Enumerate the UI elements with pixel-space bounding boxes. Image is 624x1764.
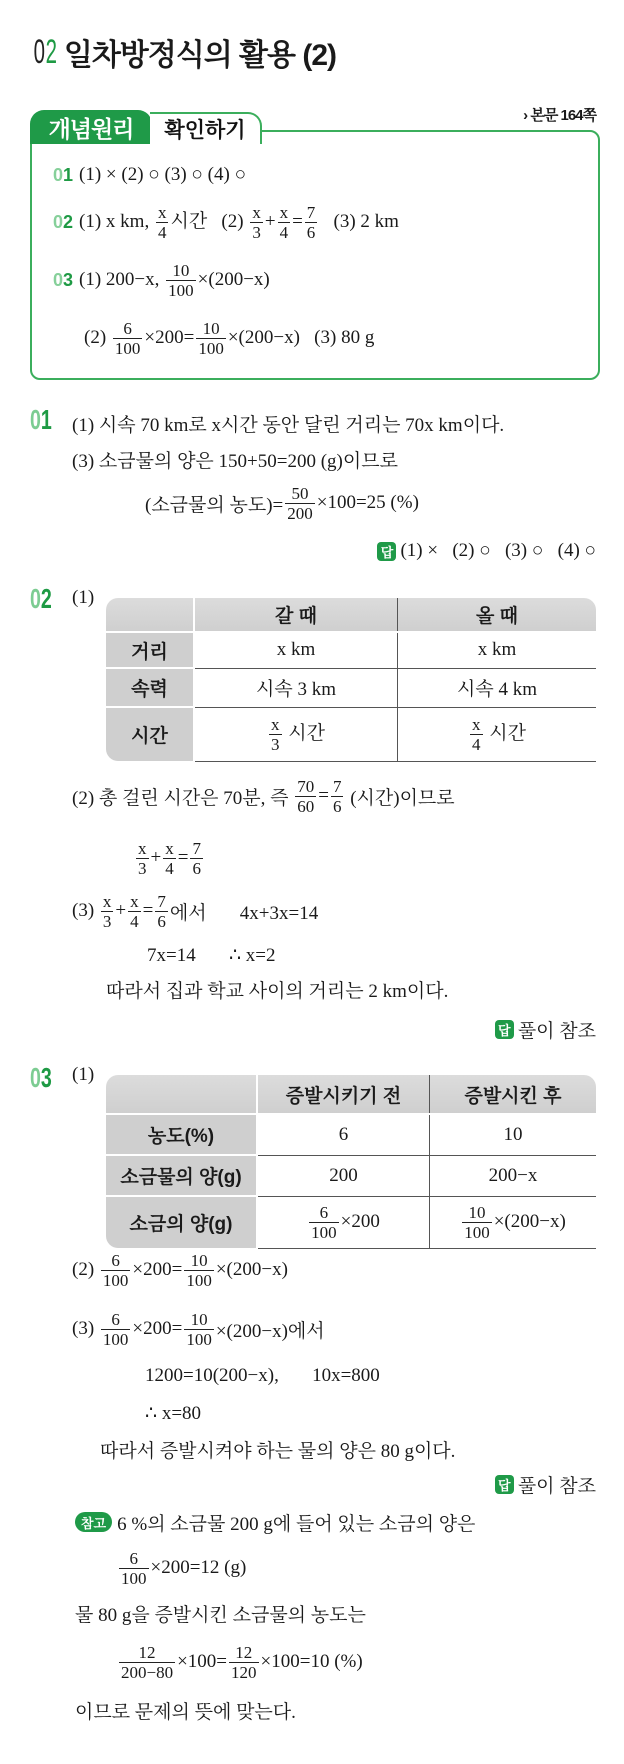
item-number: [53, 270, 73, 291]
numerator: x: [279, 202, 289, 222]
denominator: 60: [297, 796, 315, 816]
fraction: [101, 1251, 131, 1290]
table-cell: [257, 1196, 430, 1248]
numerator: 7: [306, 202, 316, 222]
answer-text: [518, 1471, 596, 1498]
denominator: 100: [311, 1222, 337, 1242]
corner-cell: [106, 598, 194, 632]
numerator: x: [271, 714, 280, 734]
table-cell: [398, 668, 597, 707]
table-cell: [398, 632, 597, 668]
math-text: =: [318, 785, 329, 806]
row-header: 소금물의 양(g): [106, 1155, 257, 1196]
math-text: 6: [338, 1123, 349, 1145]
solution-line: [72, 888, 318, 934]
problem-number-03: [30, 1062, 52, 1094]
numerator: x: [130, 891, 139, 911]
numerator: x: [165, 838, 174, 858]
concept-tab-label: 개념원리: [30, 110, 152, 144]
denominator: 6: [157, 911, 166, 931]
item-number-b: 1: [63, 164, 74, 185]
fraction: [190, 839, 203, 878]
math-text: (3) 소금물의 양은 150+50=200 (g)이므로: [72, 450, 398, 472]
concept-answer-03-2: [84, 315, 374, 361]
math-text: ×200=: [132, 1318, 183, 1339]
numerator: 10: [202, 318, 220, 338]
math-text: (2): [84, 326, 111, 348]
table-cell: [194, 707, 398, 761]
fraction: [462, 1203, 492, 1242]
fraction: [119, 1643, 175, 1682]
denominator: 4: [130, 911, 139, 931]
answer-badge: 답: [377, 542, 396, 561]
table-cell: [430, 1155, 597, 1196]
denominator: 120: [231, 1662, 257, 1682]
numerator: 6: [319, 1202, 329, 1222]
math-text: ×200=: [144, 326, 195, 348]
denominator: 100: [186, 1270, 212, 1290]
column-header: 증발시킨 후: [430, 1075, 597, 1114]
math-text: 시간 (2): [170, 210, 249, 232]
note-line: [75, 1499, 475, 1545]
note-line: [117, 1639, 363, 1685]
denominator: 4: [279, 222, 289, 242]
item-number-b: 2: [63, 211, 74, 232]
page-title: [30, 30, 336, 74]
solution-line: [72, 1306, 325, 1352]
problem-number-a: 0: [30, 1062, 41, 1093]
answer-line: [377, 528, 596, 574]
numerator: 6: [111, 1250, 120, 1270]
fraction: [155, 892, 168, 931]
math-text: (1) 시속 70 km로 x시간 동안 달린 거리는 70x km이다.: [72, 414, 505, 436]
answer-line: [495, 1006, 596, 1052]
denominator: 100: [464, 1222, 490, 1242]
fraction: [101, 892, 114, 931]
math-text: ×(200−x)에서: [215, 1320, 325, 1342]
fraction: [470, 715, 483, 754]
math-text: 200: [329, 1164, 358, 1186]
math-text: ×200=12 (g): [150, 1557, 247, 1578]
math-text: (3): [72, 1318, 99, 1339]
row-header: 농도(%): [106, 1114, 257, 1155]
denominator: 4: [472, 734, 481, 754]
math-text: 7x=14 ∴ x=2: [147, 944, 276, 966]
fraction: [229, 1643, 259, 1682]
denominator: 4: [165, 858, 174, 878]
note-line: [75, 1590, 366, 1636]
math-text: ×(200−x) (3) 80 g: [227, 326, 375, 348]
row-header: 소금의 양(g): [106, 1196, 257, 1248]
math-text: 풀이 참조: [517, 1475, 596, 1497]
math-text: 에서 4x+3x=14: [169, 902, 319, 924]
table-cell: [194, 668, 398, 707]
math-text: ×100=: [177, 1651, 228, 1672]
numerator: 70: [297, 776, 315, 796]
math-text: (3) 2 km: [319, 210, 399, 232]
fraction: [285, 484, 315, 523]
math-text: ×(200−x): [493, 1210, 566, 1232]
denominator: 100: [102, 1270, 129, 1290]
math-text: 따라서 증발시켜야 하는 물의 양은 80 g이다.: [100, 1440, 456, 1462]
section-number: 0: [33, 32, 45, 71]
math-text: (소금물의 농도)=: [145, 494, 284, 516]
numerator: 10: [190, 1309, 208, 1329]
math-text: (2): [72, 1259, 99, 1280]
check-tab-label: 확인하기: [150, 112, 262, 144]
item-number-a: 0: [53, 269, 64, 290]
numerator: 12: [138, 1642, 156, 1662]
denominator: 4: [157, 222, 167, 242]
problem-number-a: 0: [30, 404, 41, 435]
fraction: [163, 839, 176, 878]
math-text: =: [177, 847, 189, 868]
numerator: x: [102, 891, 112, 911]
row-header: 속력: [106, 668, 194, 707]
answer-text: [79, 203, 399, 242]
math-text: (1) × (2) ○ (3) ○ (4) ○: [79, 164, 247, 185]
page-reference: › 본문 164쪽: [523, 107, 596, 124]
solution-line: [72, 436, 398, 482]
solution-line: [134, 835, 205, 881]
note-text: [117, 1509, 475, 1536]
table-cell: [194, 632, 398, 668]
math-text: (시간)이므로: [345, 787, 455, 809]
note-line: [117, 1545, 246, 1591]
note-line: [75, 1687, 296, 1733]
fraction: [278, 203, 291, 242]
title-text: 일차방정식의 활용 (2): [63, 39, 337, 72]
math-text: (1) x km,: [79, 210, 154, 232]
solution-line: [145, 480, 419, 526]
denominator: 3: [138, 858, 147, 878]
fraction: [136, 839, 149, 878]
numerator: 7: [157, 891, 166, 911]
fraction: [184, 1251, 214, 1290]
answer-text: [79, 261, 270, 300]
math-text: ×100=25 (%): [316, 492, 419, 513]
numerator: x: [138, 838, 147, 858]
numerator: 7: [192, 838, 201, 858]
solution-line: [72, 773, 455, 819]
item-number-a: 0: [53, 164, 64, 185]
fraction: [250, 203, 263, 242]
item-number: [53, 165, 73, 186]
math-text: (1) × (2) ○ (3) ○ (4) ○: [400, 540, 596, 561]
part-label: (1): [72, 1064, 95, 1085]
math-text: ∴ x=80: [145, 1402, 202, 1424]
denominator: 100: [121, 1568, 147, 1588]
denominator: 3: [271, 734, 280, 754]
math-text: ×(200−x): [197, 268, 270, 290]
math-text: 이므로 문제의 뜻에 맞는다.: [75, 1701, 296, 1723]
answer-badge: 답: [495, 1475, 514, 1494]
concept-answer-01: [53, 152, 246, 198]
answer-text: [400, 540, 596, 562]
fraction: [119, 1549, 149, 1588]
denominator: 100: [198, 338, 224, 358]
item-number-b: 3: [63, 269, 74, 290]
numerator: 6: [123, 318, 132, 338]
fraction: [196, 319, 226, 358]
math-text: =: [142, 900, 154, 921]
fraction: [113, 319, 143, 358]
math-text: 풀이 참조: [517, 1020, 596, 1042]
table-cell: [257, 1155, 430, 1196]
math-text: 10: [503, 1123, 523, 1145]
fraction: [331, 777, 344, 816]
numerator: 10: [468, 1202, 486, 1222]
section-number: 2: [45, 32, 57, 71]
problem-number-b: 2: [40, 583, 52, 614]
math-text: (1) 200−x,: [79, 268, 165, 290]
fraction: [156, 203, 169, 242]
concept-answer-03: [53, 257, 270, 303]
math-text: +: [115, 900, 127, 921]
numerator: x: [252, 202, 261, 222]
math-text: +: [150, 847, 162, 868]
table-cell: [430, 1196, 597, 1248]
denominator: 200: [287, 503, 313, 523]
fraction: [309, 1203, 339, 1242]
denominator: 100: [102, 1329, 129, 1349]
fraction: [269, 715, 282, 754]
numerator: 10: [190, 1250, 208, 1270]
fraction: [305, 203, 318, 242]
math-text: (2) 총 걸린 시간은 70분, 즉: [72, 787, 294, 809]
solution-line: [100, 1426, 455, 1472]
denominator: 100: [114, 338, 141, 358]
numerator: 6: [111, 1309, 120, 1329]
answer-text: [84, 319, 374, 358]
speed-table: [106, 598, 596, 762]
numerator: 7: [332, 776, 342, 796]
denominator: 3: [102, 911, 112, 931]
numerator: 6: [129, 1548, 138, 1568]
fraction: [184, 1310, 214, 1349]
problem-number-b: 3: [40, 1062, 52, 1093]
concentration-table: [106, 1075, 596, 1249]
numerator: 50: [291, 483, 309, 503]
table-cell: [430, 1114, 597, 1155]
denominator: 6: [306, 222, 316, 242]
math-text: +: [264, 210, 276, 232]
denominator: 100: [186, 1329, 212, 1349]
note-badge: 참고: [75, 1512, 112, 1532]
table-cell: [257, 1114, 430, 1155]
problem-number-a: 0: [30, 583, 41, 614]
column-header: 올 때: [398, 598, 597, 632]
denominator: 3: [252, 222, 261, 242]
answer-text: [79, 164, 246, 186]
fraction: [101, 1310, 131, 1349]
numerator: 12: [235, 1642, 253, 1662]
item-number: [53, 212, 73, 233]
column-header: 증발시키기 전: [257, 1075, 430, 1114]
denominator: 6: [192, 858, 201, 878]
corner-cell: [106, 1075, 257, 1114]
part-label: (1): [72, 587, 95, 608]
math-text: ×100=10 (%): [260, 1651, 363, 1672]
fraction: [166, 261, 196, 300]
math-text: 시간: [283, 722, 325, 744]
math-text: (3): [72, 900, 99, 921]
answer-badge: 답: [495, 1020, 514, 1039]
row-header: 거리: [106, 632, 194, 668]
problem-number-01: [30, 404, 52, 436]
math-text: =: [292, 210, 303, 232]
numerator: x: [157, 202, 167, 222]
math-text: 1200=10(200−x), 10x=800: [145, 1365, 380, 1386]
row-header: 시간: [106, 707, 194, 761]
solution-line: [72, 1247, 288, 1293]
math-text: 따라서 집과 학교 사이의 거리는 2 km이다.: [106, 980, 449, 1002]
column-header: 갈 때: [194, 598, 398, 632]
denominator: 200−80: [121, 1662, 174, 1682]
item-number-a: 0: [53, 211, 64, 232]
math-text: 시속 3 km: [256, 679, 336, 700]
math-text: ×(200−x): [215, 1259, 288, 1280]
solution-line: [106, 966, 448, 1012]
problem-number-b: 1: [40, 404, 52, 435]
math-text: 시간: [484, 722, 526, 744]
answer-line: [495, 1461, 596, 1507]
math-text: 시속 4 km: [457, 679, 537, 700]
math-text: ×200=: [132, 1259, 183, 1280]
fraction: [128, 892, 141, 931]
math-text: 물 80 g을 증발시킨 소금물의 농도는: [75, 1604, 366, 1626]
numerator: x: [472, 714, 481, 734]
math-text: 6 %의 소금물 200 g에 들어 있는 소금의 양은: [117, 1513, 476, 1535]
math-text: x km: [477, 639, 517, 661]
numerator: 10: [172, 260, 190, 280]
problem-number-02: [30, 583, 52, 615]
concept-answer-02: [53, 199, 399, 245]
math-text: x km: [276, 639, 316, 661]
math-text: 200−x: [488, 1164, 538, 1186]
denominator: 6: [332, 796, 342, 816]
table-cell: [398, 707, 597, 761]
denominator: 100: [168, 280, 194, 300]
fraction: [295, 777, 316, 816]
math-text: ×200: [340, 1210, 380, 1232]
answer-text: [518, 1016, 596, 1043]
